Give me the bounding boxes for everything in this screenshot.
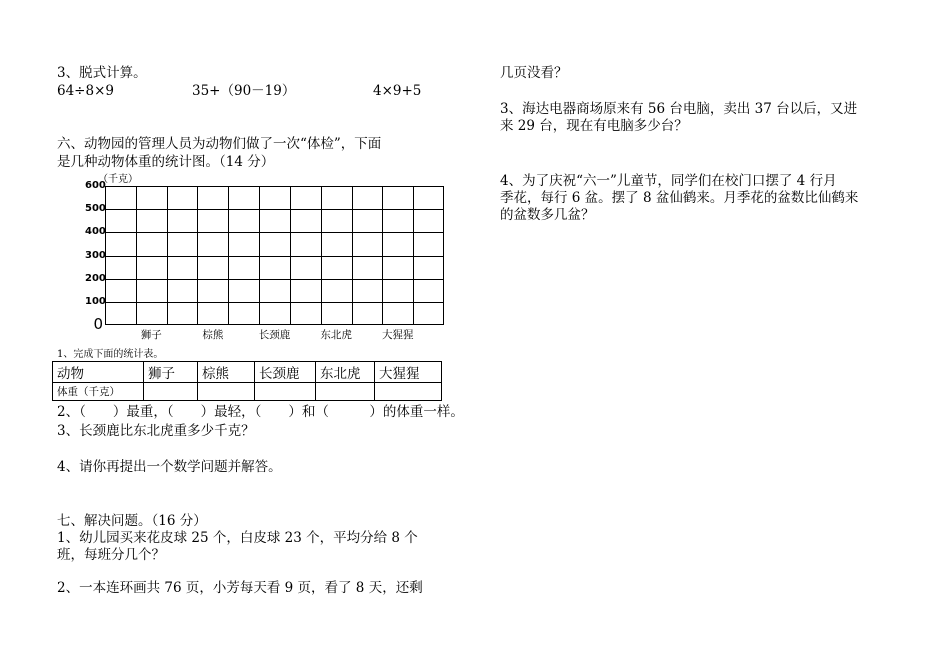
table-input-cell[interactable] <box>316 383 375 401</box>
q6-line-1: 六、动物园的管理人员为动物们做了一次“体检”，下面 <box>57 136 382 152</box>
q3-expr-3: 4×9+5 <box>373 83 422 99</box>
q7-title: 七、解决问题。（16 分） <box>57 513 207 529</box>
y-tick-label: 500 <box>85 203 106 215</box>
table-input-cell[interactable] <box>375 383 442 401</box>
y-tick-label: 600 <box>85 180 106 191</box>
x-tick-label: 狮子 <box>140 329 162 341</box>
q3-expr-2: 35+（90－19） <box>192 83 296 99</box>
table-header-row <box>53 362 442 383</box>
q7-1-line-2: 班，每班分几个？ <box>57 547 165 563</box>
table-row-label: 体重（千克） <box>53 383 144 401</box>
q7-1-line-1: 1、幼儿园买来花皮球 25 个，白皮球 23 个，平均分给 8 个 <box>57 530 418 546</box>
q6-line-2: 是几种动物体重的统计图。（14 分） <box>57 154 275 170</box>
table-header-cell: 大猩猩 <box>375 362 442 383</box>
table-header-cell: 棕熊 <box>198 362 255 383</box>
q7-4-line-3: 的盆数多几盆？ <box>500 207 595 223</box>
y-tick-label: 0 <box>93 315 103 333</box>
table-input-cell[interactable] <box>144 383 198 401</box>
x-tick-label: 棕熊 <box>202 329 224 341</box>
q7-2-line-2: 几页没看？ <box>500 65 568 81</box>
q6-sub-3: 3、长颈鹿比东北虎重多少千克？ <box>57 423 255 439</box>
y-tick-label: 100 <box>85 295 106 307</box>
q3-expr-1: 64÷8×9 <box>57 83 114 99</box>
q7-4-line-1: 4、为了庆祝“六一”儿童节，同学们在校门口摆了 4 行月 <box>500 173 837 189</box>
chart-frame <box>106 187 444 325</box>
y-tick-label: 400 <box>85 226 106 238</box>
x-tick-label: 东北虎 <box>320 329 352 341</box>
table-header-cell: 长颈鹿 <box>255 362 316 383</box>
table-row <box>53 383 442 401</box>
q7-3-line-1: 3、海达电器商场原来有 56 台电脑，卖出 37 台以后，又进 <box>500 101 858 117</box>
q6-sub-4: 4、请你再提出一个数学问题并解答。 <box>57 459 282 475</box>
chart-grid <box>105 186 444 325</box>
table-header-cell: 东北虎 <box>316 362 375 383</box>
q6-sub-2: 2、（ ）最重，（ ）最轻，（ ）和（ ）的体重一样。 <box>57 404 464 420</box>
table-input-cell[interactable] <box>255 383 316 401</box>
q7-4-line-2: 季花，每行 6 盆。摆了 8 盆仙鹤来。月季花的盆数比仙鹤来 <box>500 190 859 206</box>
x-tick-label: 大猩猩 <box>382 329 414 341</box>
table-input-cell[interactable] <box>198 383 255 401</box>
q7-3-line-2: 来 29 台，现在有电脑多少台？ <box>500 118 688 134</box>
table-header-cell: 动物 <box>53 362 144 383</box>
chart-y-unit: （千克） <box>98 174 138 185</box>
q3-title: 3、脱式计算。 <box>57 65 147 81</box>
table-header-cell: 狮子 <box>144 362 198 383</box>
q7-2-line-1: 2、一本连环画共 76 页，小芳每天看 9 页，看了 8 天，还剩 <box>57 580 423 596</box>
y-tick-label: 200 <box>85 272 106 284</box>
stat-table <box>52 361 442 401</box>
x-tick-label: 长颈鹿 <box>258 329 291 341</box>
q6-sub-1: 1、完成下面的统计表。 <box>57 349 164 360</box>
y-tick-label: 300 <box>85 249 106 261</box>
